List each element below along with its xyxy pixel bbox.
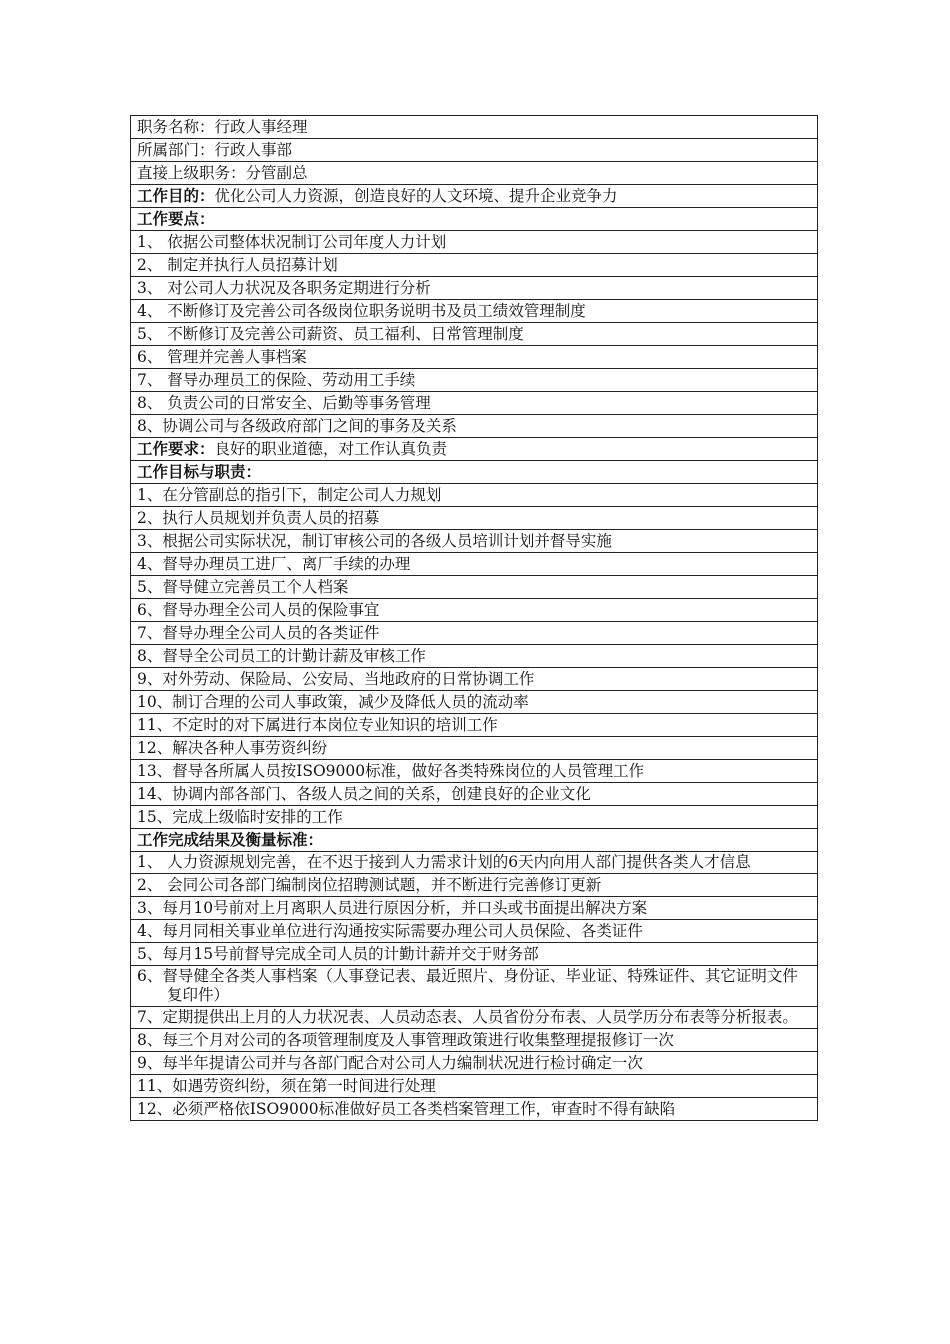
- standard-item-text: 7、定期提供出上月的人力状况表、人员动态表、人员省份分布表、人员学历分布表等分析报表。: [137, 1008, 798, 1026]
- standard-item: 3、每月10号前对上月离职人员进行原因分析，并口头或书面提出解决方案: [131, 897, 818, 920]
- standard-item: [131, 966, 818, 1007]
- table-row: [131, 1007, 818, 1029]
- standard-item: 11、如遇劳资纠纷，须在第一时间进行处理: [131, 1075, 818, 1098]
- table-row: [131, 369, 818, 392]
- standards-title: 工作完成结果及衡量标准：: [131, 829, 818, 852]
- job-description-table: [130, 115, 818, 1121]
- key-point-item: 4、 不断修订及完善公司各级岗位职务说明书及员工绩效管理制度: [131, 300, 818, 323]
- table-row: [131, 897, 818, 920]
- table-row: [131, 162, 818, 185]
- table-row: [131, 323, 818, 346]
- duty-item: 12、解决各种人事劳资纠纷: [131, 737, 818, 760]
- table-row: [131, 645, 818, 668]
- work-requirements: [131, 438, 818, 461]
- table-row: [131, 1052, 818, 1075]
- table-row: [131, 231, 818, 254]
- duty-item: 9、对外劳动、保险局、公安局、当地政府的日常协调工作: [131, 668, 818, 691]
- duty-item: 14、协调内部各部门、各级人员之间的关系，创建良好的企业文化: [131, 783, 818, 806]
- key-point-item: 5、 不断修订及完善公司薪资、员工福利、日常管理制度: [131, 323, 818, 346]
- table-row: [131, 599, 818, 622]
- standard-item: [131, 852, 818, 874]
- duty-item: 15、完成上级临时安排的工作: [131, 806, 818, 829]
- key-point-item: 7、 督导办理员工的保险、劳动用工手续: [131, 369, 818, 392]
- table-row: [131, 691, 818, 714]
- key-point-item: 3、 对公司人力状况及各职务定期进行分析: [131, 277, 818, 300]
- duty-item: 4、督导办理员工进厂、离厂手续的办理: [131, 553, 818, 576]
- key-point-item: 8、 负责公司的日常安全、后勤等事务管理: [131, 392, 818, 415]
- table-row: [131, 852, 818, 874]
- position-name: 职务名称：行政人事经理: [131, 116, 818, 139]
- table-row: [131, 1098, 818, 1121]
- standard-item: 2、 会同公司各部门编制岗位招聘测试题，并不断进行完善修订更新: [131, 874, 818, 897]
- table-row: [131, 392, 818, 415]
- table-row: [131, 576, 818, 599]
- table-row: [131, 461, 818, 484]
- table-row: [131, 1075, 818, 1098]
- standard-item: 9、每半年提请公司并与各部门配合对公司人力编制状况进行检讨确定一次: [131, 1052, 818, 1075]
- key-point-item: 1、 依据公司整体状况制订公司年度人力计划: [131, 231, 818, 254]
- duty-item: 10、制订合理的公司人事政策，减少及降低人员的流动率: [131, 691, 818, 714]
- duty-item: 13、督导各所属人员按ISO9000标准，做好各类特殊岗位的人员管理工作: [131, 760, 818, 783]
- key-point-item: 8、协调公司与各级政府部门之间的事务及关系: [131, 415, 818, 438]
- table-row: [131, 966, 818, 1007]
- duty-item: 2、执行人员规划并负责人员的招募: [131, 507, 818, 530]
- key-point-item: 2、 制定并执行人员招募计划: [131, 254, 818, 277]
- table-row: [131, 116, 818, 139]
- duties-title: 工作目标与职责：: [131, 461, 818, 484]
- table-row: [131, 530, 818, 553]
- standard-item: [131, 1007, 818, 1029]
- standard-item: 5、每月15号前督导完成全司人员的计勤计薪并交于财务部: [131, 943, 818, 966]
- table-row: [131, 829, 818, 852]
- table-row: [131, 806, 818, 829]
- standard-item-text: 6、督导健全各类人事档案（人事登记表、最近照片、身份证、毕业证、特殊证件、其它证明文件复印件）: [137, 967, 798, 1004]
- department: 所属部门：行政人事部: [131, 139, 818, 162]
- table-row: [131, 346, 818, 369]
- table-row: [131, 714, 818, 737]
- table-row: [131, 1029, 818, 1052]
- table-row: [131, 185, 818, 208]
- table-row: [131, 139, 818, 162]
- table-row: [131, 300, 818, 323]
- work-requirements-label: 工作要求：: [137, 439, 215, 458]
- duty-item: 1、在分管副总的指引下，制定公司人力规划: [131, 484, 818, 507]
- table-row: [131, 208, 818, 231]
- table-row: [131, 783, 818, 806]
- table-row: [131, 507, 818, 530]
- work-requirements-text: 良好的职业道德，对工作认真负责: [214, 440, 448, 458]
- table-row: [131, 920, 818, 943]
- standard-item: 8、每三个月对公司的各项管理制度及人事管理政策进行收集整理提报修订一次: [131, 1029, 818, 1052]
- table-row: [131, 553, 818, 576]
- table-row: [131, 737, 818, 760]
- work-purpose: [131, 185, 818, 208]
- table-row: [131, 760, 818, 783]
- table-row: [131, 622, 818, 645]
- standard-item: 4、每月同相关事业单位进行沟通按实际需要办理公司人员保险、各类证件: [131, 920, 818, 943]
- table-row: [131, 438, 818, 461]
- standard-item: 12、必须严格依ISO9000标准做好员工各类档案管理工作，审查时不得有缺陷: [131, 1098, 818, 1121]
- superior-position: 直接上级职务：分管副总: [131, 162, 818, 185]
- table-row: [131, 484, 818, 507]
- work-purpose-label: 工作目的：: [137, 186, 215, 205]
- key-point-item: 6、 管理并完善人事档案: [131, 346, 818, 369]
- duty-item: 3、根据公司实际状况，制订审核公司的各级人员培训计划并督导实施: [131, 530, 818, 553]
- duty-item: 6、督导办理全公司人员的保险事宜: [131, 599, 818, 622]
- table-row: [131, 668, 818, 691]
- table-row: [131, 943, 818, 966]
- standard-item-text: 1、 人力资源规划完善，在不迟于接到人力需求计划的6天内向用人部门提供各类人才信息: [137, 853, 751, 871]
- duty-item: 5、督导健立完善员工个人档案: [131, 576, 818, 599]
- work-purpose-text: 优化公司人力资源，创造良好的人文环境、提升企业竞争力: [214, 187, 618, 205]
- table-row: [131, 254, 818, 277]
- duty-item: 7、督导办理全公司人员的各类证件: [131, 622, 818, 645]
- duty-item: 8、督导全公司员工的计勤计薪及审核工作: [131, 645, 818, 668]
- table-row: [131, 277, 818, 300]
- table-row: [131, 874, 818, 897]
- key-points-title: 工作要点：: [131, 208, 818, 231]
- table-row: [131, 415, 818, 438]
- duty-item: 11、不定时的对下属进行本岗位专业知识的培训工作: [131, 714, 818, 737]
